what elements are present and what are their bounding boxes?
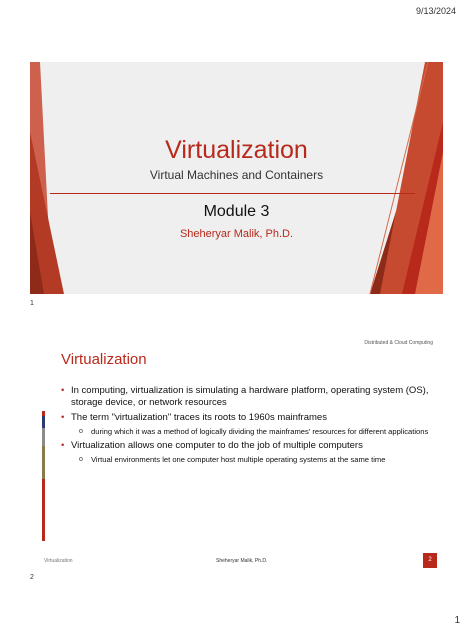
bullet-item bbox=[61, 412, 431, 424]
slide-2-thumbnail bbox=[30, 335, 443, 570]
slide-2-header: Distributed & Cloud Computing bbox=[364, 340, 433, 346]
bullet-item bbox=[61, 440, 431, 452]
page-date: 9/13/2024 bbox=[415, 6, 456, 16]
slide-1-module: Module 3 bbox=[203, 203, 270, 220]
slide-2-number-label: 2 bbox=[30, 574, 34, 581]
slide-2-footer-author: Sheheryar Malik, Ph.D. bbox=[216, 558, 268, 564]
bullet-text: The term "virtualization" traces its roots to 1960s mainframes bbox=[71, 412, 327, 423]
bullet-text: Virtualization allows one computer to do the job of multiple computers bbox=[71, 440, 363, 451]
slide-1-title: Virtualization bbox=[165, 136, 308, 164]
slide-2-number-badge: 2 bbox=[423, 553, 437, 568]
slide-2-body bbox=[61, 385, 431, 468]
bullet-marker: • bbox=[61, 412, 65, 423]
bullet-item bbox=[61, 385, 431, 409]
accent-bar bbox=[42, 428, 45, 446]
sub-bullet-item bbox=[61, 427, 431, 437]
slide-2-accent-bars bbox=[42, 411, 45, 541]
slide-1-divider bbox=[50, 193, 415, 194]
slide-1-author: Sheheryar Malik, Ph.D. bbox=[179, 228, 294, 240]
sub-bullet-text: Virtual environments let one computer host multiple operating systems at the same time bbox=[91, 455, 386, 464]
slide-1-subtitle: Virtual Machines and Containers bbox=[149, 168, 324, 182]
bullet-marker: • bbox=[61, 440, 65, 451]
slide-2-footer-left: Virtualization bbox=[44, 558, 73, 564]
sub-bullet-marker: o bbox=[79, 428, 83, 435]
accent-bar bbox=[42, 446, 45, 479]
slide-1-thumbnail bbox=[30, 62, 443, 294]
bullet-text: In computing, virtualization is simulating a hardware platform, operating system (OS), storage device, or network resources bbox=[71, 385, 429, 408]
sub-bullet-marker: o bbox=[79, 456, 83, 463]
accent-bar bbox=[42, 479, 45, 541]
sub-bullet-item bbox=[61, 455, 431, 465]
slide-2-title: Virtualization bbox=[61, 351, 147, 368]
bullet-marker: • bbox=[61, 385, 65, 396]
sub-bullet-text: during which it was a method of logically dividing the mainframes' resources for different applications bbox=[91, 427, 429, 436]
accent-bar bbox=[42, 416, 45, 428]
slide-1-number-label: 1 bbox=[30, 300, 34, 307]
page-number: 1 bbox=[454, 615, 460, 626]
